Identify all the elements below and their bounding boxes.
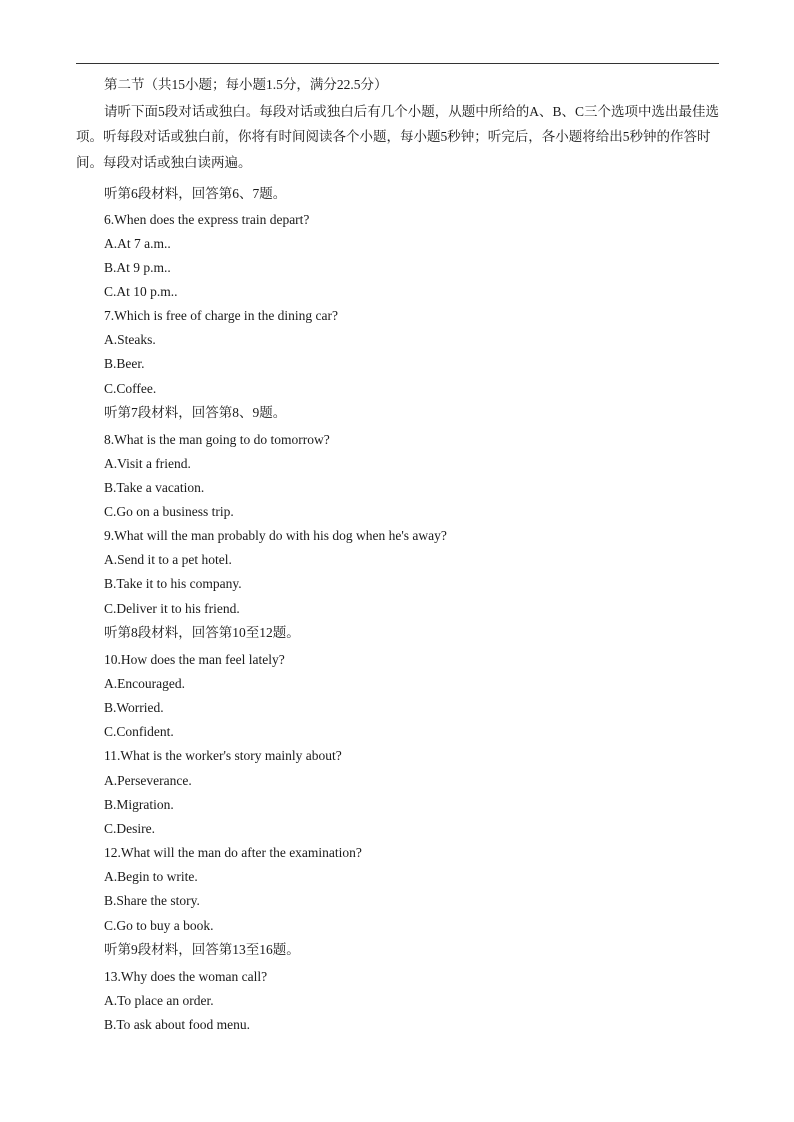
question-9-option-b: B.Take it to his company.	[104, 576, 242, 591]
question-10: 10.How does the man feel lately?	[104, 652, 285, 667]
question-13-option-b: B.To ask about food menu.	[104, 1017, 251, 1032]
question-10-option-c: C.Confident.	[104, 724, 174, 739]
question-12: 12.What will the man do after the examination?	[104, 845, 362, 860]
question-12-option-a: A.Begin to write.	[104, 869, 198, 884]
question-9-option-a: A.Send it to a pet hotel.	[104, 552, 232, 567]
question-12-option-b: B.Share the story.	[104, 893, 200, 908]
question-13: 13.Why does the woman call?	[104, 969, 268, 984]
question-7: 7.Which is free of charge in the dining car?	[104, 308, 339, 323]
question-9-option-c: C.Deliver it to his friend.	[104, 601, 240, 616]
dialogue-9-intro: 听第9段材料，回答第13至16题。	[104, 942, 300, 957]
question-11: 11.What is the worker's story mainly about?	[104, 748, 342, 763]
section-heading: 第二节（共15小题；每小题1.5分，满分22.5分）	[104, 77, 388, 92]
header-rule	[76, 63, 719, 64]
question-10-option-a: A.Encouraged.	[104, 676, 185, 691]
question-11-option-c: C.Desire.	[104, 821, 155, 836]
question-6-option-c: C.At 10 p.m..	[104, 284, 178, 299]
question-11-option-a: A.Perseverance.	[104, 773, 192, 788]
question-7-option-a: A.Steaks.	[104, 332, 156, 347]
section-instructions: 请听下面5段对话或独白。每段对话或独白后有几个小题，从题中所给的A、B、C三个选项中选出最佳选项。听每段对话或独白前，你将有时间阅读各个小题，每小题5秒钟；听完后，各小题将给出5秒钟的作答时间。每段对话或独白读两遍。	[76, 104, 720, 170]
question-7-option-b: B.Beer.	[104, 356, 145, 371]
question-8-option-c: C.Go on a business trip.	[104, 504, 234, 519]
question-12-option-c: C.Go to buy a book.	[104, 918, 214, 933]
question-6-option-a: A.At 7 a.m..	[104, 236, 171, 251]
dialogue-7-intro: 听第7段材料，回答第8、9题。	[104, 405, 287, 420]
question-9: 9.What will the man probably do with his dog when he's away?	[104, 528, 447, 543]
dialogue-8-intro: 听第8段材料，回答第10至12题。	[104, 625, 300, 640]
question-8: 8.What is the man going to do tomorrow?	[104, 432, 330, 447]
question-11-option-b: B.Migration.	[104, 797, 174, 812]
question-6: 6.When does the express train depart?	[104, 212, 310, 227]
question-10-option-b: B.Worried.	[104, 700, 164, 715]
question-7-option-c: C.Coffee.	[104, 381, 157, 396]
question-8-option-a: A.Visit a friend.	[104, 456, 191, 471]
question-13-option-a: A.To place an order.	[104, 993, 214, 1008]
question-6-option-b: B.At 9 p.m..	[104, 260, 171, 275]
question-8-option-b: B.Take a vacation.	[104, 480, 205, 495]
dialogue-6-intro: 听第6段材料，回答第6、7题。	[104, 186, 287, 201]
